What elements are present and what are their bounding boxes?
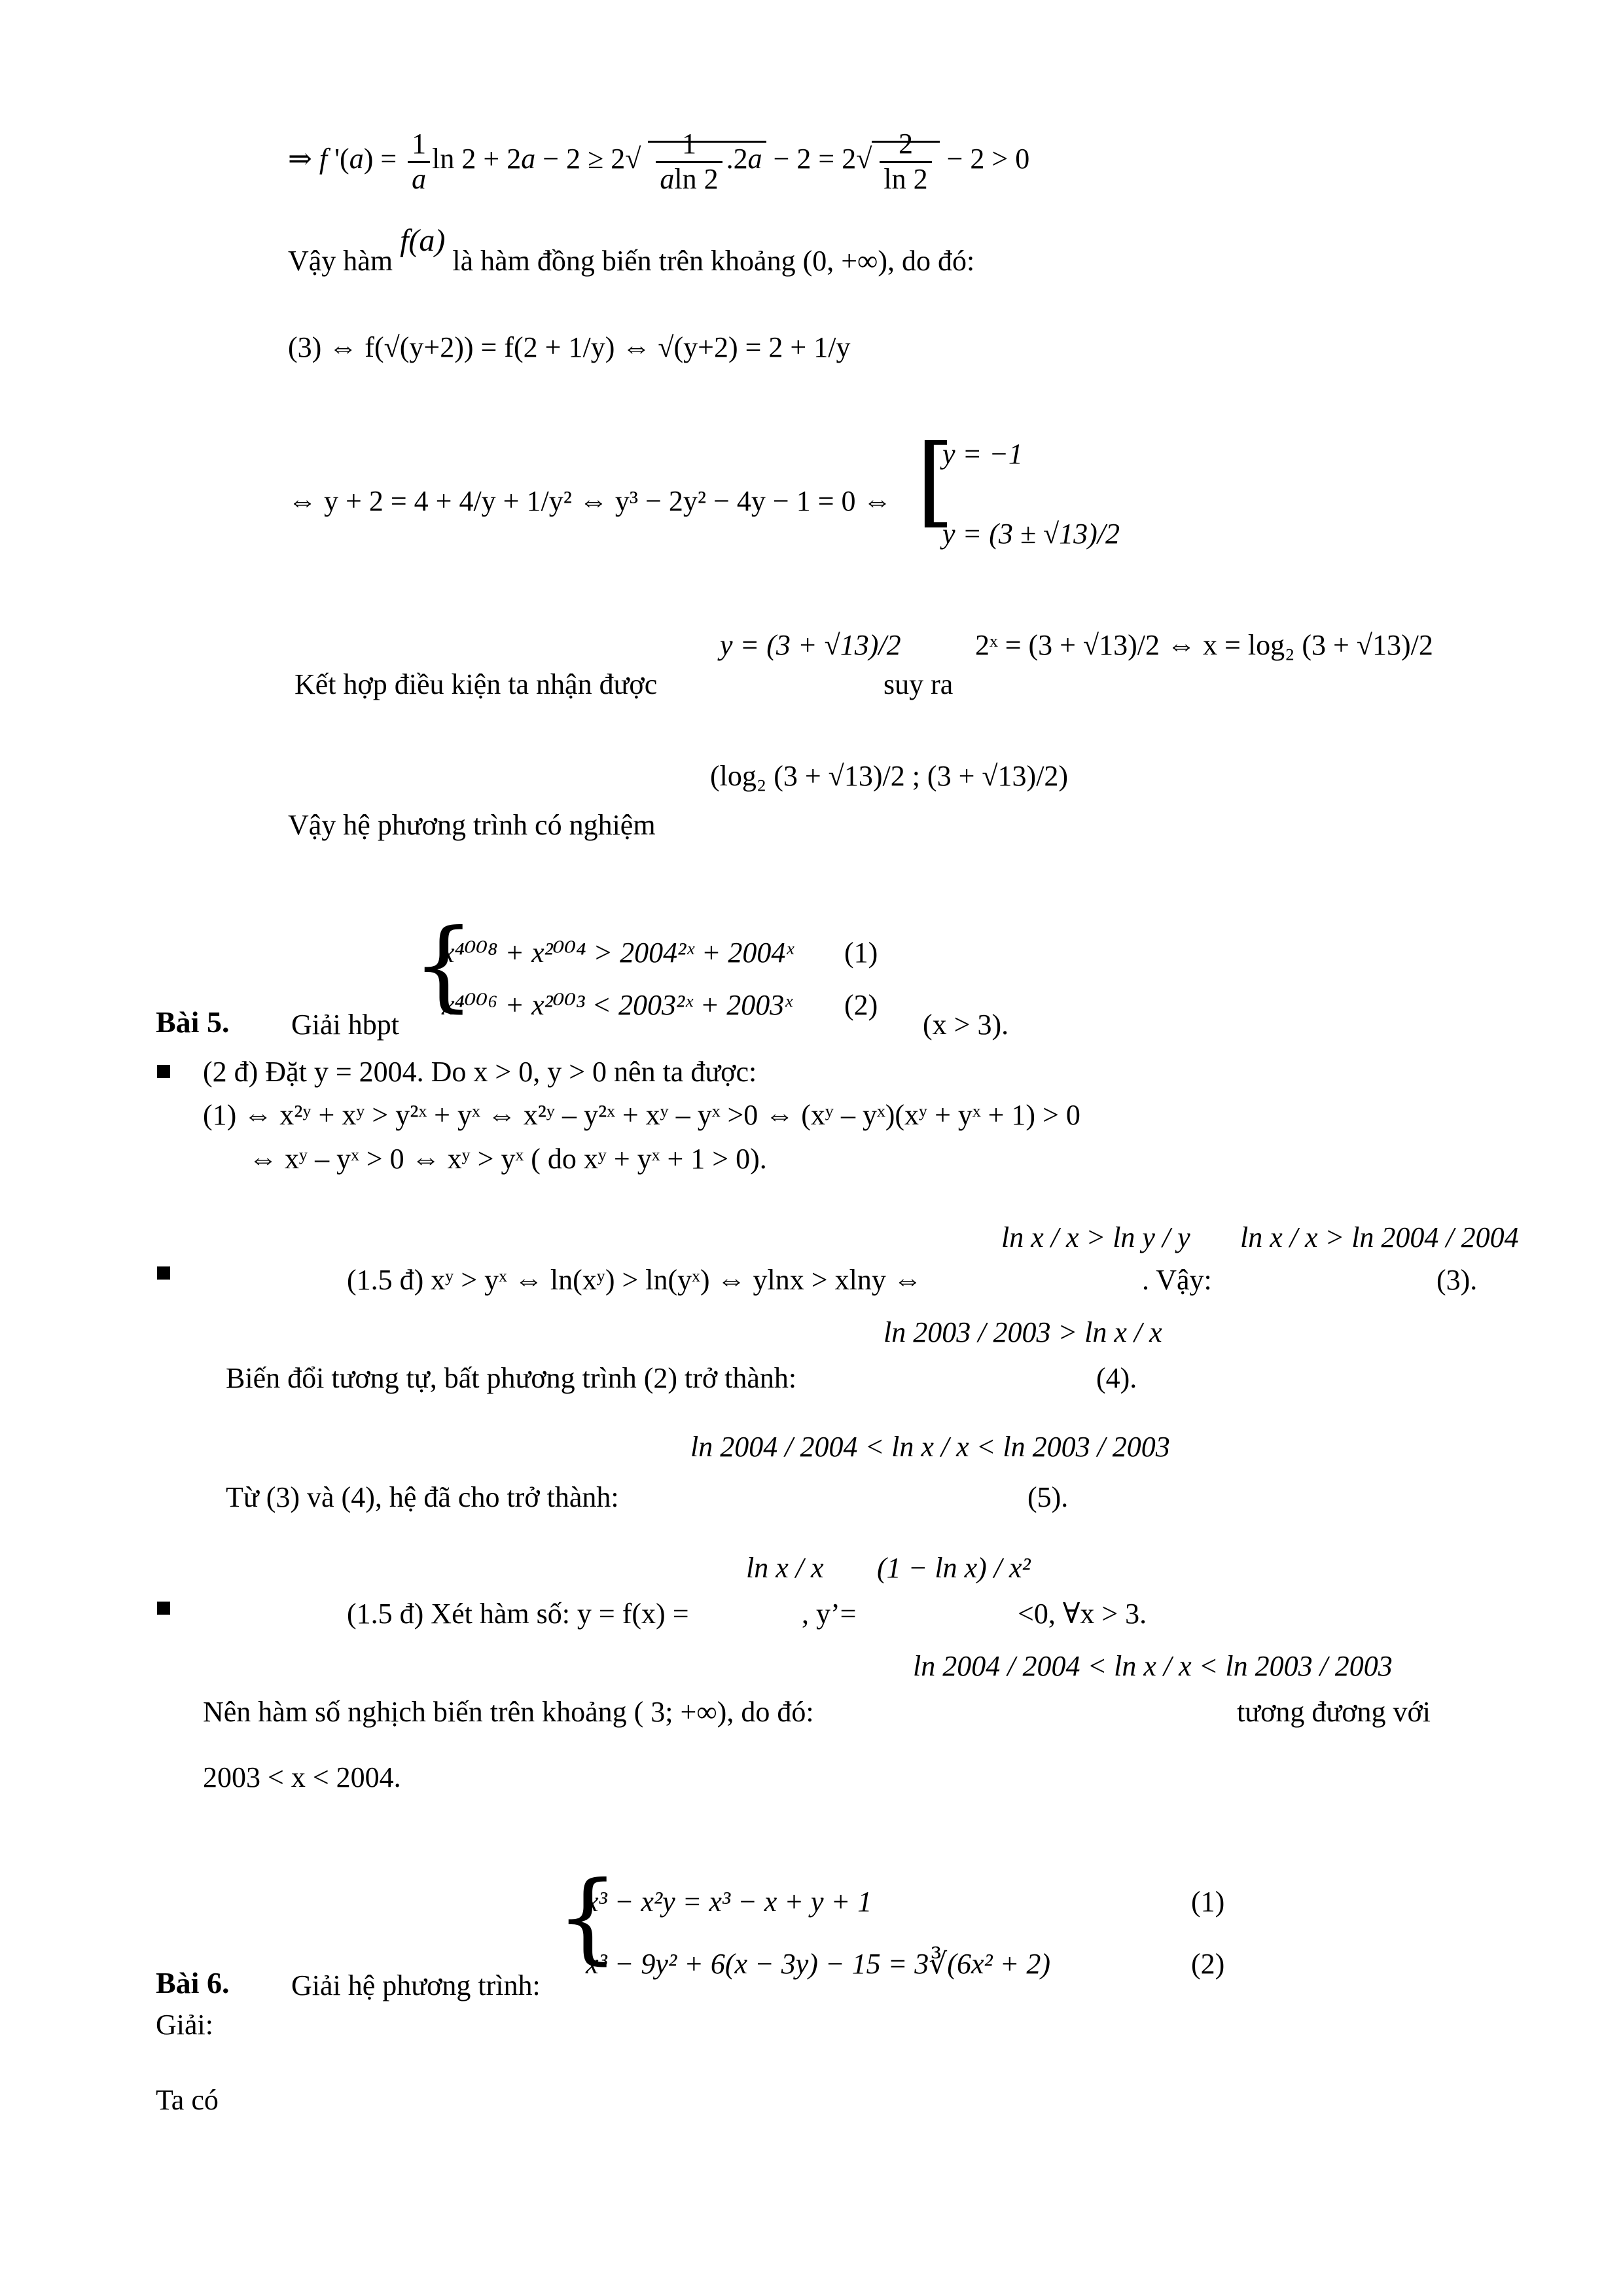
bai6-eq2-tag: (2) (1191, 1948, 1225, 1980)
cubic-line: ⇔ y + 2 = 4 + 4/y + 1/y² ⇔ y³ − 2y² − 4y − 1 = 0 ⇔ (288, 485, 892, 517)
ket-hop-mid: suy ra (883, 668, 954, 700)
cubic-case1: y = −1 (942, 438, 1023, 470)
bai5-eq2: x⁴⁰⁰⁶ + x²⁰⁰³ < 2003²ˣ + 2003ˣ (442, 989, 793, 1021)
ket-hop-y: y = (3 + √13)/2 (720, 629, 901, 661)
bai5-eq1: x⁴⁰⁰⁸ + x²⁰⁰⁴ > 2004²ˣ + 2004ˣ (442, 937, 794, 969)
bai6-system-brace: { (556, 1861, 619, 1975)
bai5-p3-frac4: ln 2004 / 2004 < ln x / x < ln 2003 / 2003 (913, 1650, 1393, 1682)
nghiem-value: (log₂ (3 + √13)/2 ; (3 + √13)/2) (710, 760, 1069, 792)
bai5-title: Bài 5. (156, 1005, 230, 1039)
bai5-p2-tag: (3). (1436, 1264, 1478, 1296)
bai5-p2-frac2: ln x / x > ln 2004 / 2004 (1240, 1221, 1519, 1253)
bai6-taco: Ta có (156, 2084, 219, 2116)
bai6-eq1-tag: (1) (1191, 1886, 1225, 1918)
bai5-p1-l1: (2 đ) Đặt y = 2004. Do x > 0, y > 0 nên ta được: (203, 1056, 757, 1088)
bai5-p3-l3: 2003 < x < 2004. (203, 1761, 401, 1793)
cubic-case2: y = (3 ± √13)/2 (942, 518, 1120, 550)
bai5-p3-l2: Nên hàm số nghịch biến trên khoảng ( 3; +∞), do đó: (203, 1696, 814, 1728)
bai5-p3-l1: (1.5 đ) Xét hàm số: y = f(x) = (347, 1598, 689, 1630)
bai6-prompt: Giải hệ phương trình: (291, 1969, 541, 2001)
bai5-p2-l2: Biến đổi tương tự, bất phương trình (2) trở thành: (226, 1362, 797, 1394)
bai5-p2-tag2: (4). (1096, 1362, 1137, 1394)
bullet-p1 (157, 1065, 170, 1078)
eq3-line: (3) ⇔ f(√(y+2)) = f(2 + 1/y) ⇔ √(y+2) = 2 + 1/y (288, 331, 851, 363)
bai5-p2-frac: ln x / x > ln y / y (1001, 1221, 1190, 1253)
bai5-p2-frac4: ln 2004 / 2004 < ln x / x < ln 2003 / 2003 (690, 1431, 1170, 1463)
bai5-p3-frac: ln x / x (746, 1552, 824, 1584)
bai5-p3-frac2: (1 − ln x) / x² (877, 1552, 1031, 1584)
bai5-p2-tag3: (5). (1027, 1481, 1069, 1513)
bullet-p3 (157, 1602, 170, 1615)
nghiem-label: Vậy hệ phương trình có nghiệm (288, 809, 656, 841)
bai5-condition: (x > 3). (923, 1009, 1009, 1041)
bai6-eq1: x³ − x²y = x³ − x + y + 1 (586, 1886, 872, 1918)
bai5-prompt: Giải hbpt (291, 1009, 399, 1041)
bai5-p2-l1: (1.5 đ) xʸ > yˣ ⇔ ln(xʸ) > ln(yˣ) ⇔ ylnx > xlny ⇔ (347, 1264, 922, 1296)
bai5-p2-frac3: ln 2003 / 2003 > ln x / x (883, 1316, 1162, 1348)
ket-hop-label: Kết hợp điều kiện ta nhận được (294, 668, 658, 700)
bai6-title: Bài 6. (156, 1966, 230, 2000)
bai5-p1-l3: ⇔ xʸ – yˣ > 0 ⇔ xʸ > yˣ ( do xʸ + yˣ + 1 > 0). (249, 1143, 767, 1175)
ket-hop-x: 2ˣ = (3 + √13)/2 ⇔ x = log₂ (3 + √13)/2 (975, 629, 1433, 661)
cubic-brace: [ (916, 424, 955, 538)
vay-ham-line: Vậy hàm f(a) là hàm đồng biến trên khoảng (0, +∞), do đó: (288, 223, 975, 277)
bai5-eq1-tag: (1) (844, 937, 878, 969)
bullet-p2 (157, 1266, 170, 1280)
bai6-giai: Giải: (156, 2009, 213, 2041)
bai5-p3-yprime: , y’= (802, 1598, 857, 1630)
bai5-system-brace: { (412, 908, 475, 1022)
bai5-p3-l2-end: tương đương với (1237, 1696, 1431, 1728)
bai5-p2-vay: . Vậy: (1142, 1264, 1212, 1296)
fprime-line: ⇒ f '(a) = $\frac{1}{a}$ ln 2 + 2a − 2 ≥ 2√ $\frac{1}{aln 2}$ .2a − 2 = 2√ $\frac{2}{\ln 2}$ − 2 > 0 (288, 128, 1030, 195)
bai5-p1-l2: (1) ⇔ x²ʸ + xʸ > y²ˣ + yˣ ⇔ x²ʸ – y²ˣ + xʸ – yˣ >0 ⇔ (xʸ – yˣ)(xʸ + yˣ + 1) > 0 (203, 1099, 1080, 1131)
bai6-eq2: x³ − 9y² + 6(x − 3y) − 15 = 3∛(6x² + 2) (586, 1948, 1051, 1980)
bai5-p3-rest: <0, ∀x > 3. (1018, 1598, 1147, 1630)
bai5-p2-l3: Từ (3) và (4), hệ đã cho trở thành: (226, 1481, 619, 1513)
bai5-eq2-tag: (2) (844, 989, 878, 1021)
